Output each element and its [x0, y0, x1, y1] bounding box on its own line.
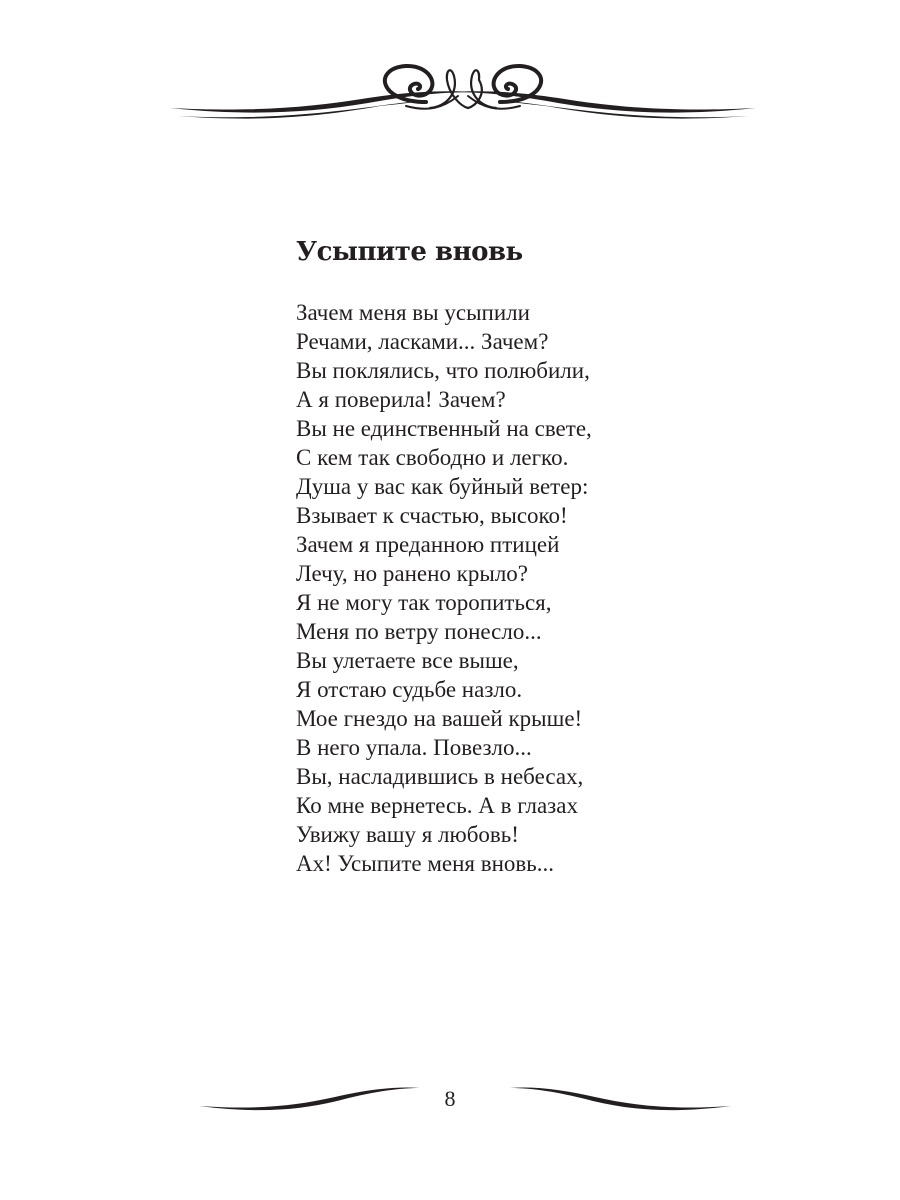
poem-line: Зачем я преданною птицей [296, 532, 560, 557]
poem-line: Зачем меня вы усыпили [296, 300, 530, 325]
poem-line: Душа у вас как буйный ветер: [296, 474, 589, 499]
poem [296, 234, 716, 878]
poem-line: С кем так свободно и легко. [296, 445, 569, 470]
poem-line: Увижу вашу я любовь! [296, 822, 519, 847]
poem-line: Вы поклялись, что полюбили, [296, 358, 590, 383]
poem-line: Я не могу так торопиться, [296, 590, 552, 615]
poem-line: Лечу, но ранено крыло? [296, 561, 528, 586]
poem-line: А я поверила! Зачем? [296, 387, 506, 412]
poem-line: В него упала. Повезло... [296, 735, 532, 760]
poem-line: Я отстаю судьбе назло. [296, 677, 523, 702]
poem-title: Усыпите вновь [296, 237, 523, 267]
poem-line: Ко мне вернетесь. А в глазах [296, 793, 578, 818]
page-number: 8 [444, 1086, 456, 1111]
poem-line: Речами, ласками... Зачем? [296, 329, 549, 354]
poem-line: Меня по ветру понесло... [296, 619, 542, 644]
poem-body [296, 298, 716, 878]
poem-line: Взывает к счастью, высоко! [296, 503, 568, 528]
poem-line: Мое гнездо на вашей крыше! [296, 706, 583, 731]
poem-line: Вы не единственный на свете, [296, 416, 592, 441]
poem-line: Вы улетаете все выше, [296, 648, 519, 673]
poem-line: Вы, насладившись в небесах, [296, 764, 584, 789]
flourish-divider-icon [168, 62, 758, 122]
poem-line: Ах! Усыпите меня вновь... [296, 851, 554, 876]
